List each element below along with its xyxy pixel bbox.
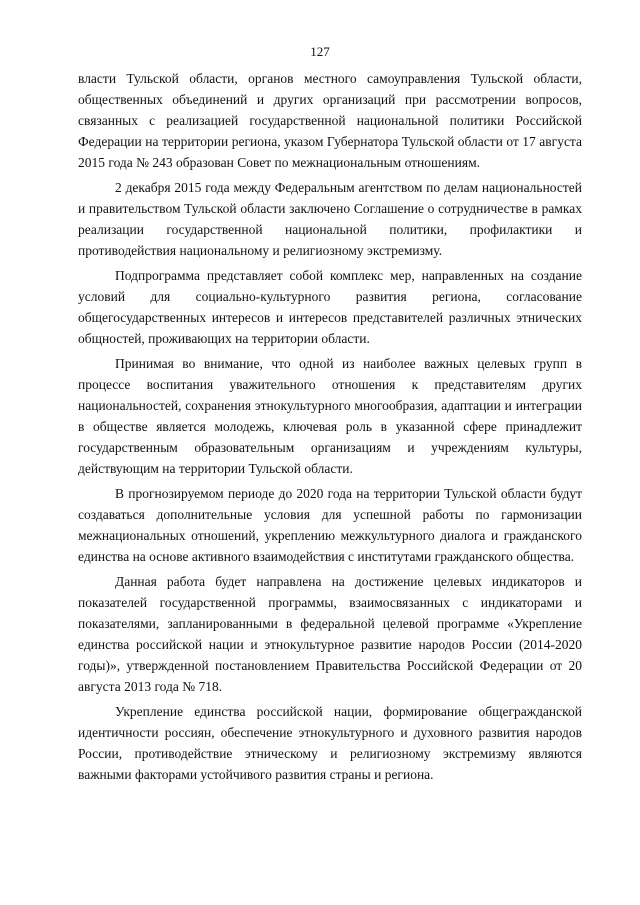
paragraph-subprogram: Подпрограмма представляет собой комплекс мер, направленных на создание условий для социально-культурного развития региона, согласование общегосударственных интересов и интересов представителей различных этнических общностей, проживающих на территории области. [78, 268, 582, 346]
paragraph-unity: Укрепление единства российской нации, формирование общегражданской идентичности россиян, обеспечение этнокультурного и духовного развития народов России, противодействие этническому и религиозному экстремизму являются важными факторами устойчивого развития страны и региона. [78, 704, 582, 782]
paragraph-continuation: власти Тульской области, органов местного самоуправления Тульской области, общественных объединений и других организаций при рассмотрении вопросов, связанных с реализацией государственной национальной политики Российской Федерации на территории региона, указом Губернатора Тульской области от 17 августа 2015 года № 243 образован Совет по межнациональным отношениям. [78, 71, 582, 170]
paragraph-indicators: Данная работа будет направлена на достижение целевых индикаторов и показателей государственной программы, взаимосвязанных с индикаторами и показателями, запланированными в федеральной целевой программе «Укрепление единства российской нации и этнокультурное развитие народов России (2014-2020 годы)», утвержденной постановлением Правительства Российской Федерации от 20 августа 2013 года № 718. [78, 574, 582, 694]
paragraph-youth: Принимая во внимание, что одной из наиболее важных целевых групп в процессе воспитания уважительного отношения к представителям других национальностей, сохранения этнокультурного многообразия, адаптации и интеграции в обществе является молодежь, ключевая роль в указанной сфере принадлежит государственным образовательным организациям и учреждениям культуры, действующим на территории Тульской области. [78, 356, 582, 476]
document-body [78, 68, 582, 789]
paragraph-agreement: 2 декабря 2015 года между Федеральным агентством по делам национальностей и правительством Тульской области заключено Соглашение о сотрудничестве в рамках реализации государственной национальной политики, профилактики и противодействия национальному и религиозному экстремизму. [78, 180, 582, 258]
page-number: 127 [310, 44, 330, 59]
paragraph-forecast: В прогнозируемом периоде до 2020 года на территории Тульской области будут создаваться дополнительные условия для успешной работы по гармонизации межнациональных отношений, укреплению межкультурного диалога и гражданского единства на основе активного взаимодействия с институтами гражданского общества. [78, 486, 582, 564]
